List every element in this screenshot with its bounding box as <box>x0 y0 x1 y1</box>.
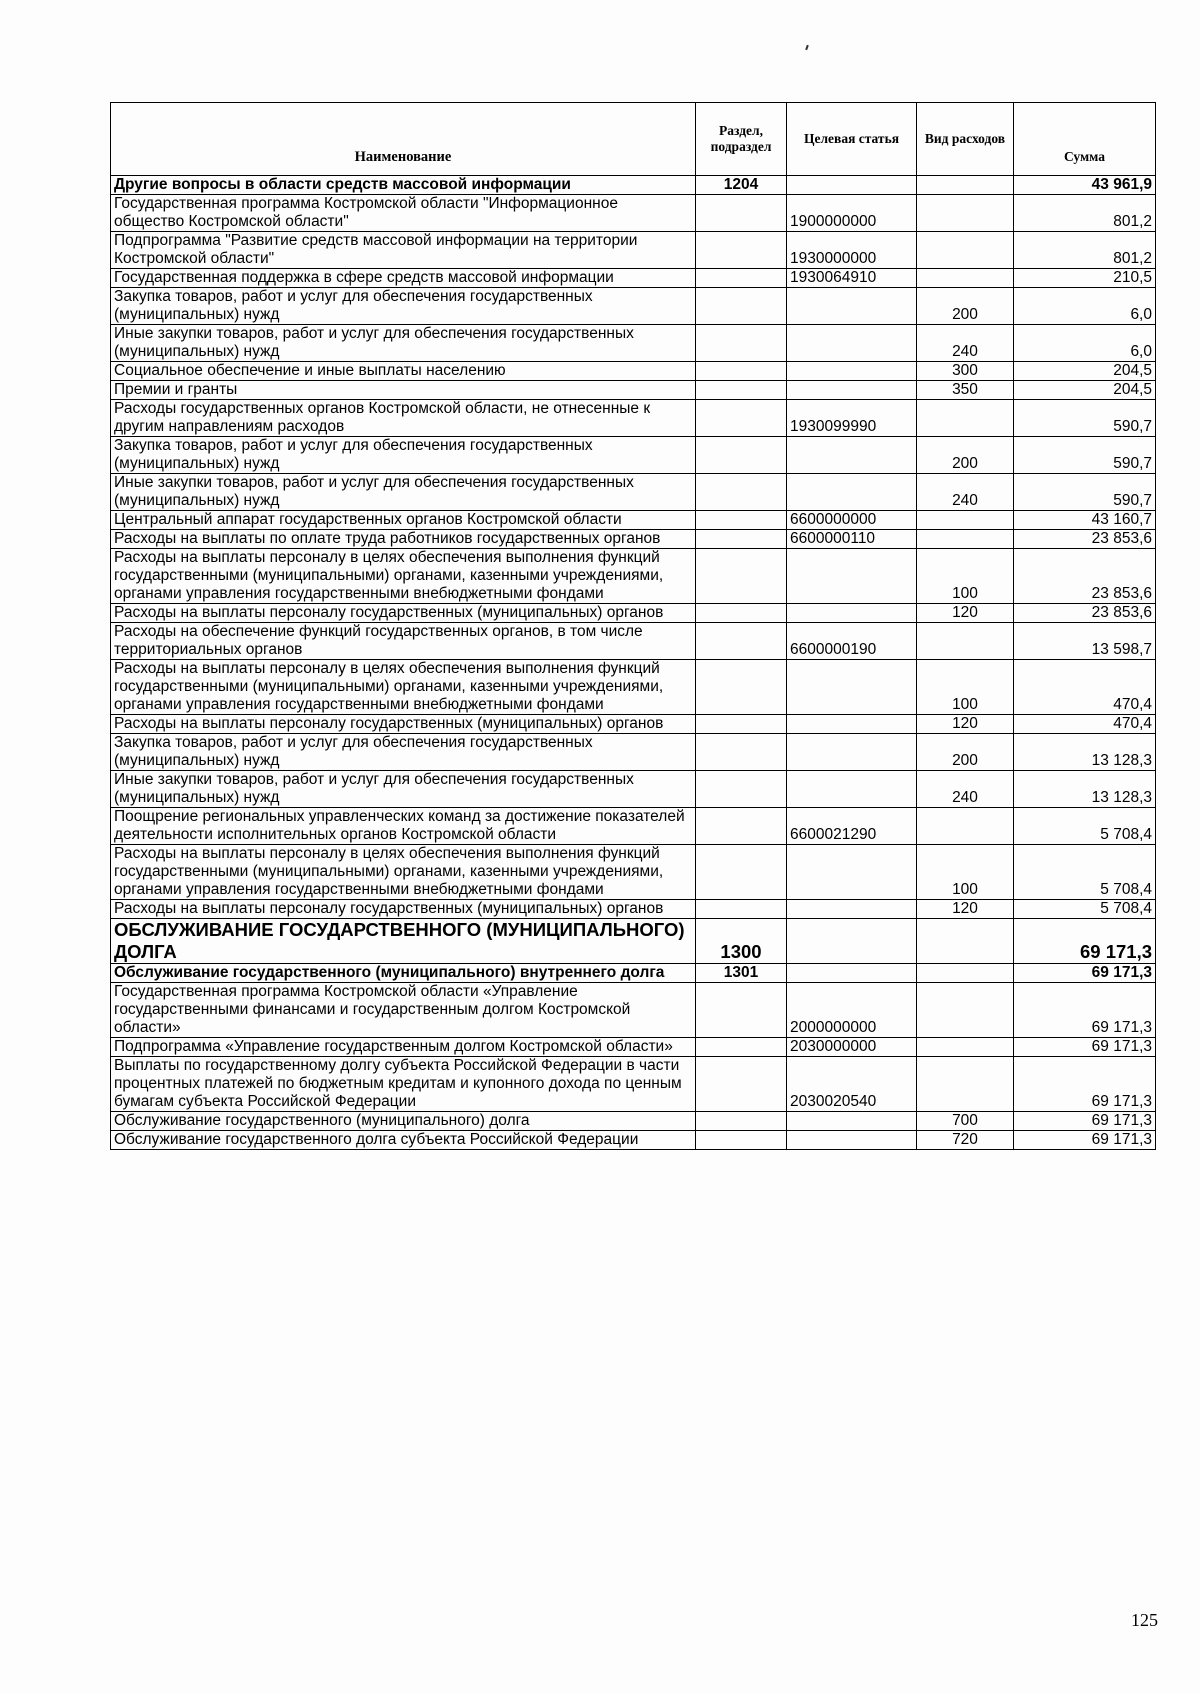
row-sum: 13 598,7 <box>1014 623 1156 660</box>
row-vid <box>917 232 1014 269</box>
row-vid: 200 <box>917 734 1014 771</box>
row-vid: 120 <box>917 604 1014 623</box>
row-target: 2000000000 <box>787 983 917 1038</box>
row-name: Закупка товаров, работ и услуг для обеспечения государственных (муниципальных) нужд <box>111 288 696 325</box>
row-section: 1300 <box>696 919 787 964</box>
row-target <box>787 660 917 715</box>
row-section <box>696 771 787 808</box>
page-number: 125 <box>1131 1610 1158 1630</box>
row-sum: 801,2 <box>1014 232 1156 269</box>
row-vid: 700 <box>917 1112 1014 1131</box>
row-sum: 69 171,3 <box>1014 1131 1156 1150</box>
header-vid: Вид расходов <box>917 103 1014 176</box>
row-name: Расходы на выплаты персоналу в целях обеспечения выполнения функций государственными (муниципальными) органами, казенными учреждениями, органами управления государственными внебюджетными фондами <box>111 660 696 715</box>
row-target <box>787 381 917 400</box>
row-target: 1930000000 <box>787 232 917 269</box>
row-vid: 300 <box>917 362 1014 381</box>
row-name: Расходы на выплаты персоналу в целях обеспечения выполнения функций государственными (муниципальными) органами, казенными учреждениями, органами управления государственными внебюджетными фондами <box>111 549 696 604</box>
row-sum: 5 708,4 <box>1014 845 1156 900</box>
row-target: 6600021290 <box>787 808 917 845</box>
row-name: Расходы на выплаты персоналу в целях обеспечения выполнения функций государственными (муниципальными) органами, казенными учреждениями, органами управления государственными внебюджетными фондами <box>111 845 696 900</box>
row-name: Иные закупки товаров, работ и услуг для обеспечения государственных (муниципальных) нужд <box>111 474 696 511</box>
row-sum: 13 128,3 <box>1014 734 1156 771</box>
row-vid <box>917 919 1014 964</box>
row-sum: 5 708,4 <box>1014 900 1156 919</box>
row-vid: 350 <box>917 381 1014 400</box>
row-section <box>696 623 787 660</box>
header-section: Раздел, подраздел <box>696 103 787 176</box>
row-name: Обслуживание государственного (муниципального) долга <box>111 1112 696 1131</box>
table-row <box>111 549 1156 604</box>
table-row <box>111 269 1156 288</box>
row-section <box>696 549 787 604</box>
header-target: Целевая статья <box>787 103 917 176</box>
row-sum: 210,5 <box>1014 269 1156 288</box>
row-target: 1930064910 <box>787 269 917 288</box>
row-target <box>787 900 917 919</box>
row-vid: 720 <box>917 1131 1014 1150</box>
row-target: 2030000000 <box>787 1038 917 1057</box>
row-vid <box>917 983 1014 1038</box>
row-sum: 470,4 <box>1014 660 1156 715</box>
row-section <box>696 474 787 511</box>
row-target <box>787 919 917 964</box>
row-section <box>696 195 787 232</box>
row-section: 1301 <box>696 964 787 983</box>
table-row <box>111 288 1156 325</box>
row-section <box>696 437 787 474</box>
row-name: Иные закупки товаров, работ и услуг для обеспечения государственных (муниципальных) нужд <box>111 325 696 362</box>
table-row <box>111 715 1156 734</box>
row-vid: 240 <box>917 474 1014 511</box>
row-section <box>696 715 787 734</box>
row-section <box>696 362 787 381</box>
row-vid <box>917 195 1014 232</box>
row-sum: 69 171,3 <box>1014 983 1156 1038</box>
row-vid <box>917 623 1014 660</box>
row-section <box>696 232 787 269</box>
row-sum: 5 708,4 <box>1014 808 1156 845</box>
row-section <box>696 1038 787 1057</box>
row-name: Расходы на выплаты персоналу государственных (муниципальных) органов <box>111 604 696 623</box>
row-vid <box>917 964 1014 983</box>
row-name: Государственная программа Костромской области «Управление государственными финансами и государственным долгом Костромской области» <box>111 983 696 1038</box>
row-section <box>696 1057 787 1112</box>
row-section <box>696 400 787 437</box>
table-header <box>111 103 1156 176</box>
row-sum: 6,0 <box>1014 288 1156 325</box>
row-section <box>696 325 787 362</box>
row-name: Государственная поддержка в сфере средств массовой информации <box>111 269 696 288</box>
row-sum: 204,5 <box>1014 381 1156 400</box>
row-name: ОБСЛУЖИВАНИЕ ГОСУДАРСТВЕННОГО (МУНИЦИПАЛЬНОГО) ДОЛГА <box>111 919 696 964</box>
table-row <box>111 734 1156 771</box>
table-row <box>111 1112 1156 1131</box>
row-name: Расходы на выплаты персоналу государственных (муниципальных) органов <box>111 715 696 734</box>
row-sum: 69 171,3 <box>1014 964 1156 983</box>
table-row <box>111 362 1156 381</box>
row-target: 6600000000 <box>787 511 917 530</box>
row-vid <box>917 1038 1014 1057</box>
row-sum: 23 853,6 <box>1014 604 1156 623</box>
table-row <box>111 325 1156 362</box>
row-name: Иные закупки товаров, работ и услуг для обеспечения государственных (муниципальных) нужд <box>111 771 696 808</box>
row-section <box>696 808 787 845</box>
row-section <box>696 1112 787 1131</box>
row-vid <box>917 269 1014 288</box>
table-row <box>111 437 1156 474</box>
row-vid: 120 <box>917 900 1014 919</box>
scan-speck <box>805 45 809 50</box>
row-section <box>696 511 787 530</box>
row-sum: 590,7 <box>1014 400 1156 437</box>
row-sum: 69 171,3 <box>1014 1057 1156 1112</box>
row-target <box>787 325 917 362</box>
row-section <box>696 900 787 919</box>
row-name: Премии и гранты <box>111 381 696 400</box>
row-name: Подпрограмма "Развитие средств массовой информации на территории Костромской области" <box>111 232 696 269</box>
row-section <box>696 288 787 325</box>
table-row <box>111 623 1156 660</box>
header-name: Наименование <box>111 103 696 176</box>
table-row <box>111 604 1156 623</box>
row-name: Обслуживание государственного (муниципального) внутреннего долга <box>111 964 696 983</box>
table-row <box>111 1131 1156 1150</box>
table-row <box>111 660 1156 715</box>
row-vid: 240 <box>917 771 1014 808</box>
row-target <box>787 362 917 381</box>
table-row <box>111 511 1156 530</box>
row-section <box>696 983 787 1038</box>
row-sum: 23 853,6 <box>1014 549 1156 604</box>
table-row <box>111 1038 1156 1057</box>
row-name: Другие вопросы в области средств массовой информации <box>111 176 696 195</box>
table-row <box>111 771 1156 808</box>
row-name: Поощрение региональных управленческих команд за достижение показателей деятельности исполнительных органов Костромской области <box>111 808 696 845</box>
table-row <box>111 983 1156 1038</box>
row-sum: 590,7 <box>1014 474 1156 511</box>
table-row <box>111 176 1156 195</box>
row-target: 1900000000 <box>787 195 917 232</box>
header-row <box>111 103 1156 176</box>
table-row <box>111 1057 1156 1112</box>
table-row <box>111 900 1156 919</box>
row-name: Закупка товаров, работ и услуг для обеспечения государственных (муниципальных) нужд <box>111 437 696 474</box>
row-target <box>787 604 917 623</box>
row-vid <box>917 530 1014 549</box>
row-target <box>787 474 917 511</box>
table-row <box>111 919 1156 964</box>
table-row <box>111 964 1156 983</box>
row-vid: 100 <box>917 845 1014 900</box>
row-section <box>696 734 787 771</box>
row-sum: 23 853,6 <box>1014 530 1156 549</box>
row-target <box>787 715 917 734</box>
row-target <box>787 437 917 474</box>
row-vid: 100 <box>917 549 1014 604</box>
row-target <box>787 1131 917 1150</box>
table-row <box>111 232 1156 269</box>
table-row <box>111 400 1156 437</box>
row-sum: 801,2 <box>1014 195 1156 232</box>
table-row <box>111 474 1156 511</box>
row-vid <box>917 176 1014 195</box>
row-sum: 470,4 <box>1014 715 1156 734</box>
budget-table <box>110 102 1156 1150</box>
row-target <box>787 845 917 900</box>
row-name: Расходы на обеспечение функций государственных органов, в том числе территориальных органов <box>111 623 696 660</box>
table-row <box>111 530 1156 549</box>
row-target <box>787 734 917 771</box>
row-sum: 69 171,3 <box>1014 1112 1156 1131</box>
row-section <box>696 660 787 715</box>
row-sum: 6,0 <box>1014 325 1156 362</box>
row-target <box>787 288 917 325</box>
row-name: Социальное обеспечение и иные выплаты населению <box>111 362 696 381</box>
row-target <box>787 1112 917 1131</box>
row-target <box>787 176 917 195</box>
row-target <box>787 964 917 983</box>
row-section <box>696 604 787 623</box>
row-name: Расходы государственных органов Костромской области, не отнесенные к другим направлениям расходов <box>111 400 696 437</box>
row-vid <box>917 808 1014 845</box>
row-sum: 13 128,3 <box>1014 771 1156 808</box>
row-target: 6600000110 <box>787 530 917 549</box>
row-section <box>696 530 787 549</box>
row-sum: 69 171,3 <box>1014 1038 1156 1057</box>
row-target: 6600000190 <box>787 623 917 660</box>
row-vid <box>917 400 1014 437</box>
table-row <box>111 195 1156 232</box>
row-target <box>787 549 917 604</box>
row-sum: 43 961,9 <box>1014 176 1156 195</box>
row-name: Обслуживание государственного долга субъекта Российской Федерации <box>111 1131 696 1150</box>
row-name: Подпрограмма «Управление государственным долгом Костромской области» <box>111 1038 696 1057</box>
row-name: Центральный аппарат государственных органов Костромской области <box>111 511 696 530</box>
row-sum: 69 171,3 <box>1014 919 1156 964</box>
row-vid: 100 <box>917 660 1014 715</box>
row-name: Государственная программа Костромской области "Информационное общество Костромской области" <box>111 195 696 232</box>
row-section <box>696 1131 787 1150</box>
row-section: 1204 <box>696 176 787 195</box>
row-section <box>696 845 787 900</box>
row-vid: 200 <box>917 437 1014 474</box>
table-row <box>111 381 1156 400</box>
row-section <box>696 269 787 288</box>
row-name: Выплаты по государственному долгу субъекта Российской Федерации в части процентных платежей по бюджетным кредитам и купонного дохода по ценным бумагам субъекта Российской Федерации <box>111 1057 696 1112</box>
table-row <box>111 808 1156 845</box>
row-name: Расходы на выплаты по оплате труда работников государственных органов <box>111 530 696 549</box>
table-row <box>111 845 1156 900</box>
row-vid: 120 <box>917 715 1014 734</box>
row-sum: 590,7 <box>1014 437 1156 474</box>
row-sum: 204,5 <box>1014 362 1156 381</box>
table-body <box>111 176 1156 1150</box>
row-section <box>696 381 787 400</box>
row-target: 2030020540 <box>787 1057 917 1112</box>
row-vid: 200 <box>917 288 1014 325</box>
row-target <box>787 771 917 808</box>
row-sum: 43 160,7 <box>1014 511 1156 530</box>
row-vid <box>917 1057 1014 1112</box>
row-vid <box>917 511 1014 530</box>
row-name: Расходы на выплаты персоналу государственных (муниципальных) органов <box>111 900 696 919</box>
header-sum: Сумма <box>1014 103 1156 176</box>
row-target: 1930099990 <box>787 400 917 437</box>
row-vid: 240 <box>917 325 1014 362</box>
row-name: Закупка товаров, работ и услуг для обеспечения государственных (муниципальных) нужд <box>111 734 696 771</box>
